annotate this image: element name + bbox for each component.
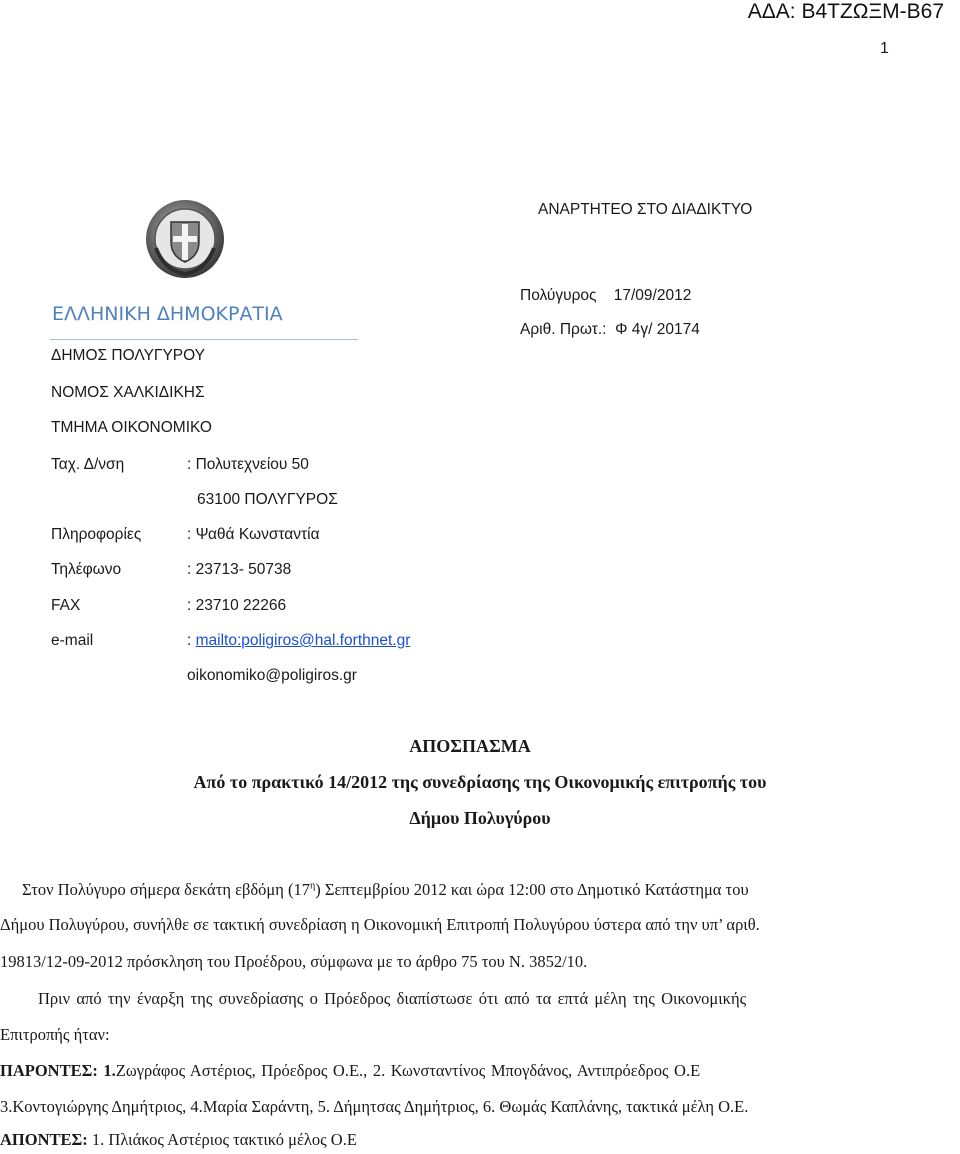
municipality: ΔΗΜΟΣ ΠΟΛΥΓΥΡΟΥ bbox=[51, 347, 206, 364]
postcode-city: 63100 ΠΟΛΥΓΥΡΟΣ bbox=[197, 491, 338, 508]
paragraph-1-line-3: 19813/12-09-2012 πρόσκληση του Προέδρου, σύμφωνα με το άρθρο 75 του Ν. 3852/10. bbox=[0, 952, 588, 971]
p1-superscript: η bbox=[310, 880, 316, 892]
p1-text-b: ) Σεπτεμβρίου 2012 και ώρα 12:00 στο Δημοτικό Κατάστημα του bbox=[315, 880, 749, 899]
heading-rule bbox=[50, 339, 358, 340]
email-row bbox=[187, 632, 410, 650]
fax-value: : 23710 22266 bbox=[187, 597, 287, 614]
paragraph-2-line-2: Επιτροπής ήταν: bbox=[0, 1025, 110, 1044]
document-title: ΑΠΟΣΠΑΣΜΑ bbox=[409, 736, 531, 756]
phone-value: : 23713- 50738 bbox=[187, 561, 292, 578]
paragraph-1-line-1 bbox=[22, 880, 749, 900]
address-label: Ταχ. Δ/νση bbox=[51, 456, 125, 473]
email-colon: : bbox=[187, 632, 196, 649]
document-subtitle-municipality: Δήμου Πολυγύρου bbox=[409, 808, 551, 828]
absent-members: 1. Πλιάκος Αστέριος τακτικό μέλος Ο.Ε bbox=[87, 1130, 357, 1149]
absent-label: ΑΠΟΝΤΕΣ: bbox=[0, 1130, 88, 1149]
address-value: : Πολυτεχνείου 50 bbox=[187, 456, 309, 473]
absent-line bbox=[0, 1130, 357, 1150]
email-second: oikonomiko@poligiros.gr bbox=[187, 667, 357, 684]
email-link[interactable]: mailto:poligiros@hal.forthnet.gr bbox=[195, 632, 411, 649]
page-number: 1 bbox=[880, 40, 889, 57]
paragraph-2-line-1: Πριν από την έναρξη της συνεδρίασης ο Πρόεδρος διαπίστωσε ότι από τα επτά μέλη της Οικονομικής bbox=[38, 989, 747, 1008]
document-subtitle: Από το πρακτικό 14/2012 της συνεδρίασης της Οικονομικής επιτροπής του bbox=[193, 772, 767, 792]
present-members-1: Ζωγράφος Αστέριος, Πρόεδρος Ο.Ε., 2. Κωνσταντίνος Μπογδάνος, Αντιπρόεδρος Ο.Ε bbox=[115, 1061, 701, 1080]
ada-code: ΑΔΑ: Β4ΤΖΩΞΜ-Β67 bbox=[747, 0, 944, 23]
info-label: Πληροφορίες bbox=[51, 526, 142, 543]
paragraph-1-line-2: Δήμου Πολυγύρου, συνήλθε σε τακτική συνεδρίαση η Οικονομική Επιτροπή Πολυγύρου ύστερα από την υπ’ αριθ. bbox=[0, 915, 760, 934]
email-label: e-mail bbox=[51, 632, 94, 649]
prefecture: ΝΟΜΟΣ ΧΑΛΚΙΔΙΚΗΣ bbox=[51, 384, 205, 401]
p1-text-a: Στον Πολύγυρο σήμερα δεκάτη εβδόμη (17 bbox=[22, 880, 311, 899]
department: ΤΜΗΜΑ ΟΙΚΟΝΟΜΙΚΟ bbox=[51, 419, 212, 436]
phone-label: Τηλέφωνο bbox=[51, 561, 122, 578]
present-label: ΠΑΡΟΝΤΕΣ: 1. bbox=[0, 1061, 116, 1080]
protocol-number: Αριθ. Πρωτ.: Φ 4γ/ 20174 bbox=[520, 321, 700, 338]
present-line-1 bbox=[0, 1061, 700, 1081]
coat-of-arms-emblem bbox=[144, 198, 226, 280]
fax-label: FAX bbox=[51, 597, 81, 614]
info-value: : Ψαθά Κωνσταντία bbox=[187, 526, 320, 543]
publish-note: ΑΝΑΡΤΗΤΕΟ ΣΤΟ ΔΙΑΔΙΚΤΥΟ bbox=[538, 201, 753, 218]
present-line-2: 3.Κοντογιώργης Δημήτριος, 4.Μαρία Σαράντη, 5. Δήμητσας Δημήτριος, 6. Θωμάς Καπλάνης, τακτικά μέλη Ο.Ε. bbox=[0, 1097, 749, 1116]
place-date: Πολύγυρος 17/09/2012 bbox=[520, 287, 692, 304]
republic-heading: ΕΛΛΗΝΙΚΗ ΔΗΜΟΚΡΑΤΙΑ bbox=[52, 303, 283, 325]
